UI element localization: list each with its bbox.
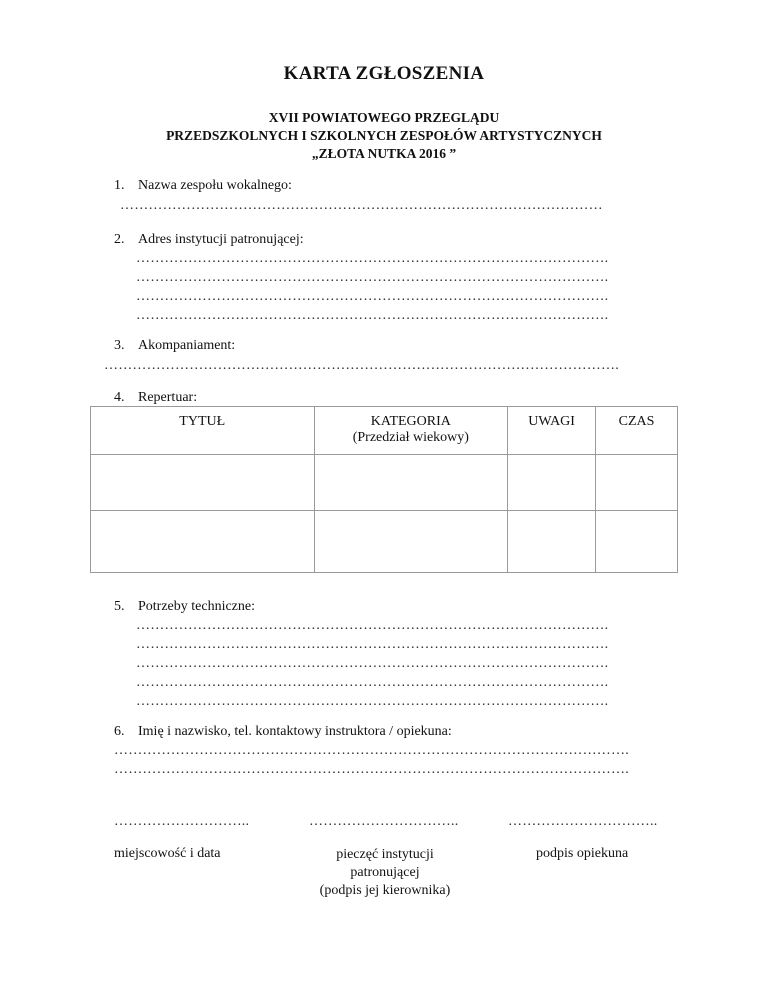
section-3-number: 3. — [114, 338, 125, 353]
instructor-field-line[interactable]: ………………………………………………………………………………………………. — [114, 743, 629, 758]
technical-needs-line[interactable]: ………………………………………………………………………………………. — [136, 656, 609, 671]
col-notes-header: UWAGI — [508, 407, 596, 455]
section-3-label: Akompaniament: — [138, 338, 236, 353]
section-2-label: Adres instytucji patronującej: — [138, 232, 304, 247]
form-title: KARTA ZGŁOSZENIA — [283, 63, 485, 84]
col-category-subheader: (Przedział wiekowy) — [352, 430, 469, 445]
guardian-signature-label: podpis opiekuna — [536, 846, 629, 861]
technical-needs-line[interactable]: ………………………………………………………………………………………. — [136, 694, 609, 709]
subtitle-line-2: PRZEDSZKOLNYCH I SZKOLNYCH ZESPOŁÓW ARTYSTYCZNYCH — [166, 128, 602, 143]
section-1-number: 1. — [114, 178, 125, 193]
table-cell[interactable] — [508, 511, 596, 573]
instructor-field-line[interactable]: ………………………………………………………………………………………………. — [114, 762, 629, 777]
section-1-label: Nazwa zespołu wokalnego: — [138, 178, 292, 193]
table-header-row — [91, 407, 678, 455]
stamp-field[interactable]: ………………………….. — [309, 814, 459, 829]
guardian-signature-field[interactable]: ………………………….. — [508, 814, 658, 829]
table-cell[interactable] — [91, 511, 315, 573]
subtitle-line-3: „ZŁOTA NUTKA 2016 ” — [311, 146, 457, 161]
table-cell[interactable] — [508, 455, 596, 511]
stamp-label-line-1: pieczęć instytucji — [336, 847, 434, 862]
accompaniment-field[interactable]: ………………………………………………………………………………………………. — [104, 358, 619, 373]
place-date-label: miejscowość i data — [114, 846, 221, 861]
section-4-label: Repertuar: — [138, 390, 198, 405]
col-time-header: CZAS — [596, 407, 678, 455]
band-name-field[interactable]: ………………………………………………………………………………………… — [120, 198, 603, 213]
section-6-label: Imię i nazwisko, tel. kontaktowy instruktora / opiekuna: — [138, 724, 452, 739]
table-cell[interactable] — [91, 455, 315, 511]
technical-needs-line[interactable]: ………………………………………………………………………………………. — [136, 618, 609, 633]
stamp-label-line-2: patronującej — [350, 865, 420, 880]
stamp-label-line-3: (podpis jej kierownika) — [319, 883, 451, 898]
technical-needs-line[interactable]: ………………………………………………………………………………………. — [136, 637, 609, 652]
address-field-line[interactable]: ………………………………………………………………………………………. — [136, 308, 609, 323]
section-5-label: Potrzeby techniczne: — [138, 599, 256, 614]
stamp-label — [290, 846, 480, 900]
section-4-number: 4. — [114, 390, 125, 405]
place-date-field[interactable]: ……………………….. — [114, 814, 250, 829]
table-cell[interactable] — [314, 511, 508, 573]
address-field-line[interactable]: ………………………………………………………………………………………. — [136, 289, 609, 304]
table-row — [91, 511, 678, 573]
repertoire-table — [90, 406, 678, 573]
table-cell[interactable] — [596, 511, 678, 573]
table-cell[interactable] — [596, 455, 678, 511]
subtitle-line-1: XVII POWIATOWEGO PRZEGLĄDU — [268, 110, 500, 125]
table-cell[interactable] — [314, 455, 508, 511]
address-field-line[interactable]: ………………………………………………………………………………………. — [136, 270, 609, 285]
address-field-line[interactable]: ………………………………………………………………………………………. — [136, 251, 609, 266]
col-category-header: KATEGORIA (Przedział wiekowy) — [314, 407, 508, 455]
section-5-number: 5. — [114, 599, 125, 614]
technical-needs-line[interactable]: ………………………………………………………………………………………. — [136, 675, 609, 690]
section-2-number: 2. — [114, 232, 125, 247]
section-6-number: 6. — [114, 724, 125, 739]
col-title-header: TYTUŁ — [91, 407, 315, 455]
table-row — [91, 455, 678, 511]
